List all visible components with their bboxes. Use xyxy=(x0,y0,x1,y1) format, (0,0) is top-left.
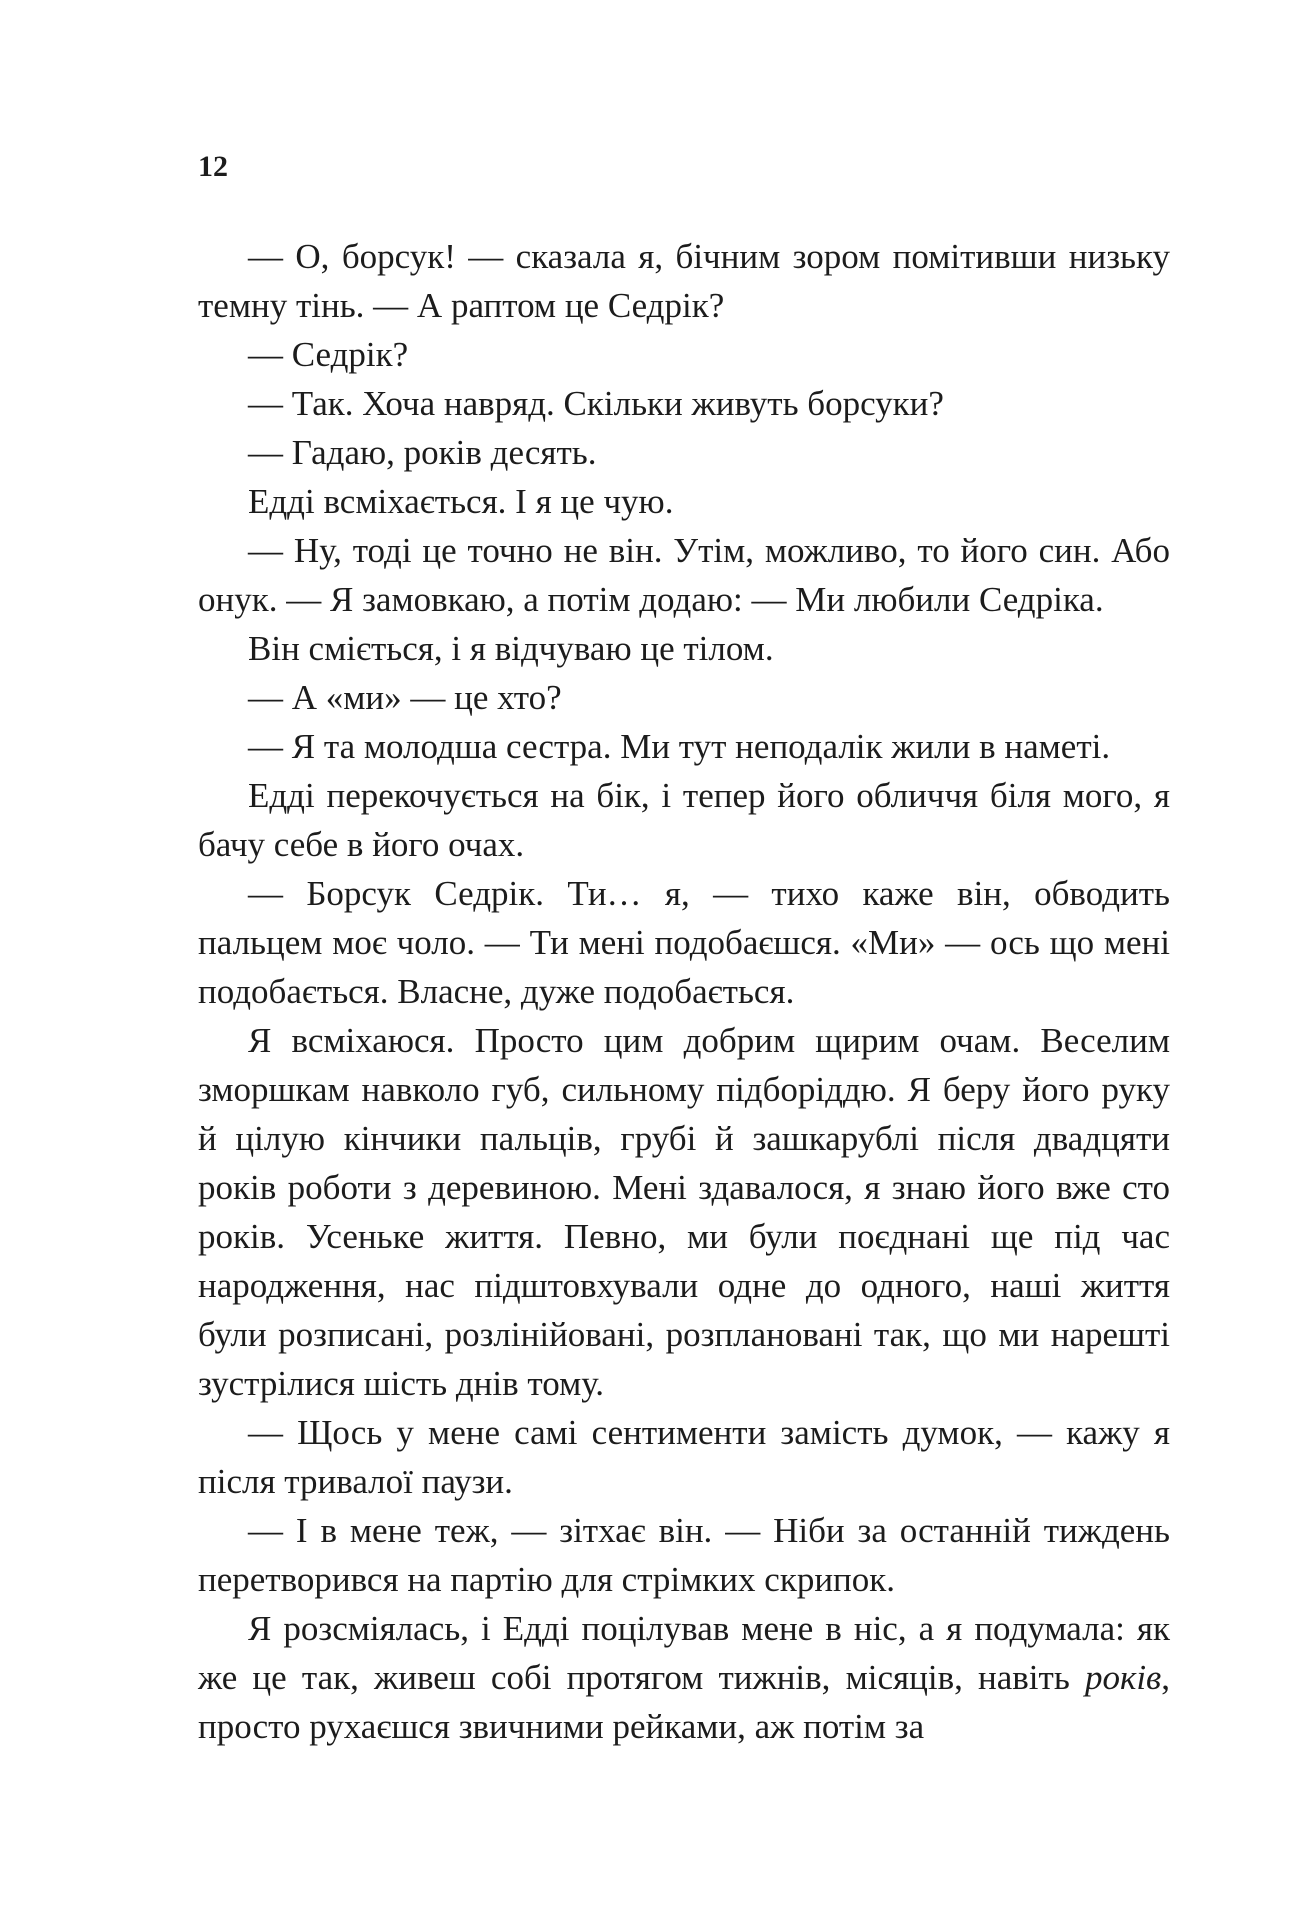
paragraph-10: Едді перекочується на бік, і тепер його обличчя біля мого, я бачу себе в його очах. xyxy=(198,776,1170,864)
page-number: 12 xyxy=(198,150,228,183)
paragraph-9: — Я та молодша сестра. Ми тут неподалік жили в наметі. xyxy=(248,727,1111,766)
paragraph-15-end: , просто рухаєшся звичними рейками, аж потім за xyxy=(198,1658,1170,1746)
paragraph-5: Едді всміхається. І я це чую. xyxy=(248,482,674,521)
emphasized-word: років xyxy=(1084,1658,1162,1697)
paragraph-13: — Щось у мене самі сентименти замість думок, — кажу я після тривалої паузи. xyxy=(198,1413,1170,1501)
paragraph-7: Він сміється, і я відчуваю це тілом. xyxy=(248,629,774,668)
paragraph-11: — Борсук Седрік. Ти… я, — тихо каже він, обводить пальцем моє чоло. — Ти мені подобаєшся. «Ми» — ось що мені подобається. Власне, дуже подобається. xyxy=(198,874,1170,1011)
paragraph-1: — О, борсук! — сказала я, бічним зором помітивши низьку темну тінь. — А раптом це Седрік? xyxy=(198,237,1170,325)
paragraph-15 xyxy=(198,1604,1170,1751)
paragraph-2: — Седрік? xyxy=(248,335,409,374)
paragraph-4: — Гадаю, років десять. xyxy=(248,433,597,472)
body-text xyxy=(198,232,1170,1751)
paragraph-12: Я всміхаюся. Просто цим добрим щирим очам. Веселим зморшкам навколо губ, сильному підборіддю. Я беру його руку й цілую кінчики пальців, грубі й зашкарублі після двадцяти років роботи з деревиною. Мені здавалося, я знаю його вже сто років. Усеньке життя. Певно, ми були поєднані ще під час народження, нас підштовхували одне до одного, наші життя були розписані, розлінійовані, розплановані так, що ми нарешті зустрілися шість днів тому. xyxy=(198,1021,1170,1403)
paragraph-3: — Так. Хоча навряд. Скільки живуть борсуки? xyxy=(248,384,944,423)
paragraph-8: — А «ми» — це хто? xyxy=(248,678,562,717)
paragraph-6: — Ну, тоді це точно не він. Утім, можливо, то його син. Або онук. — Я замовкаю, а потім додаю: — Ми любили Седріка. xyxy=(198,531,1170,619)
paragraph-15-start: Я розсміялась, і Едді поцілував мене в ніс, а я подумала: як же це так, живеш собі протягом тижнів, місяців, навіть xyxy=(198,1609,1170,1697)
paragraph-14: — І в мене теж, — зітхає він. — Ніби за останній тиждень перетворився на партію для стрімких скрипок. xyxy=(198,1511,1170,1599)
